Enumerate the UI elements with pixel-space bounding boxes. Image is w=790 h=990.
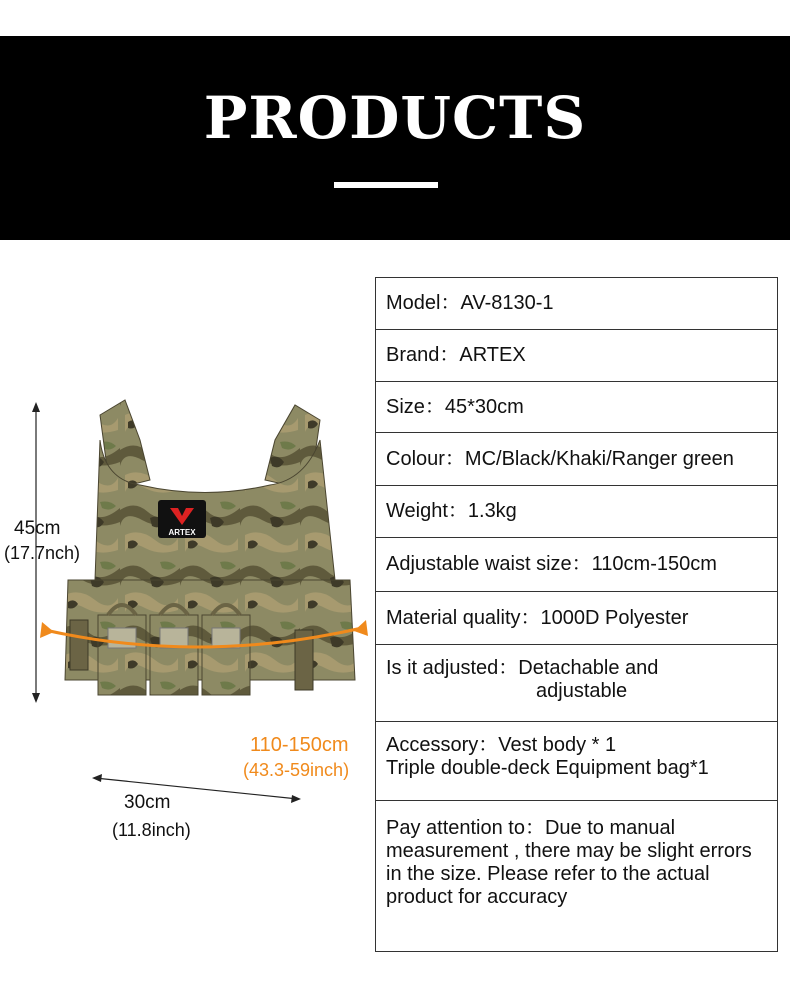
spec-row-accessory [376,722,777,801]
height-cm-label: 45cm [14,518,61,539]
spec-row-brand [376,330,777,382]
spec-adjusted-line1: Detachable and [518,657,659,679]
spec-waist: Adjustable waist size：110cm-150cm [386,553,717,575]
spec-row-adjusted [376,645,777,722]
product-image [0,380,375,860]
spec-table [375,277,778,952]
header-banner [0,36,790,240]
spec-accessory-line2: Triple double-deck Equipment bag*1 [386,757,709,779]
waist-inch-label: (43.3-59inch) [243,760,350,780]
spec-row-model [376,278,777,330]
spec-row-colour [376,433,777,486]
spec-colour: Colour：MC/Black/Khaki/Ranger green [386,447,734,470]
spec-material: Material quality：1000D Polyester [386,606,689,629]
spec-weight: Weight：1.3kg [386,500,517,522]
height-inch-label: (17.7nch) [4,543,81,563]
spec-row-waist [376,538,777,592]
spec-row-material [376,592,777,645]
spec-accessory-line1: Accessory：Vest body * 1 [386,734,617,756]
patch-text: ARTEX [168,528,196,537]
spec-row-weight [376,486,777,538]
page-title: PRODUCTS [203,84,587,152]
width-inch-label: (11.8inch) [112,820,191,840]
spec-row-size [376,382,777,433]
spec-adjusted-line2: adjustable [536,680,628,702]
width-cm-label: 30cm [124,792,171,813]
spec-model: Model：AV-8130-1 [386,292,554,314]
spec-size: Size：45*30cm [386,395,524,418]
title-underline [334,182,438,188]
waist-cm-label: 110-150cm [250,734,349,756]
spec-attention: Pay attention to：Due to manual measurement , there may be slight errors in the size. Please refer to the actual product for accuracy [386,817,752,908]
spec-adjusted-label: Is it adjusted： [386,657,519,679]
vest-illustration [0,380,375,860]
spec-brand: Brand：ARTEX [386,344,526,366]
spec-row-attention [376,801,777,951]
